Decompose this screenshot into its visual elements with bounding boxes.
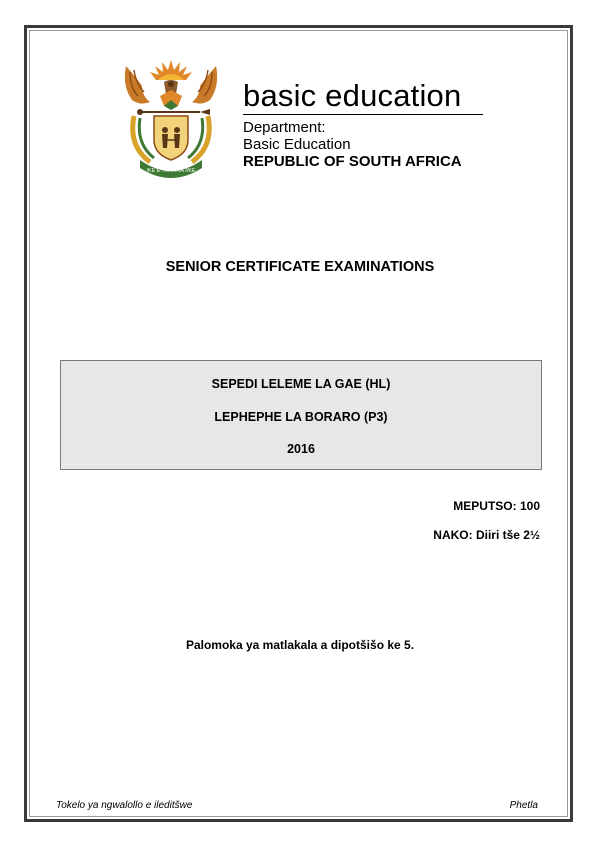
subject-box [60,360,542,470]
page-count-note: Palomoka ya matlakala a dipotšišo ke 5. [185,638,415,652]
country-name: REPUBLIC OF SOUTH AFRICA [243,153,462,170]
protea-flower-icon [160,90,182,110]
shield-icon [154,116,188,160]
subject-name: SEPEDI LELEME LA GAE (HL) [211,377,391,391]
paper-number: LEPHEPHE LA BORARO (P3) [214,410,388,424]
brand-underline [243,114,483,115]
exam-title: SENIOR CERTIFICATE EXAMINATIONS [165,259,435,275]
marks-total: MEPUTSO: 100 [453,499,540,513]
coat-of-arms-emblem [120,56,222,180]
sun-icon [150,60,192,80]
exam-duration: NAKO: Diiri tše 2½ [433,528,540,542]
department-name: Basic Education [243,136,351,153]
copyright-notice: Tokelo ya ngwalollo e ileditšwe [56,800,193,811]
brand-title: basic education [243,78,462,113]
exam-year: 2016 [287,442,315,456]
department-label: Department: [243,119,326,136]
emblem-motto: !KE E: /XARRA //KE [146,168,196,174]
turn-over-note: Phetla [509,800,538,811]
